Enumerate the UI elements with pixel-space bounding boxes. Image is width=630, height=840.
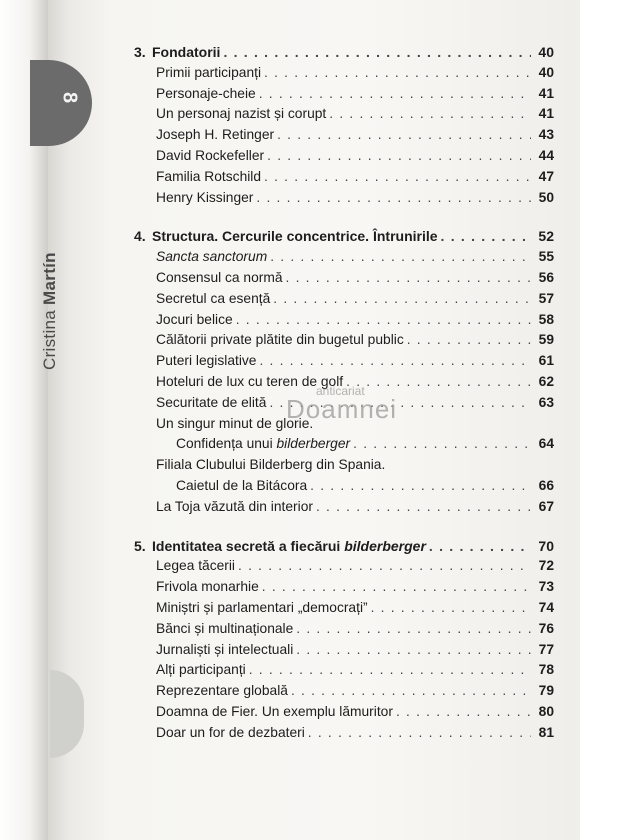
toc-chapter-4[interactable] (134, 228, 554, 249)
leader-dots (238, 558, 531, 573)
watermark-line1: anticariat (316, 384, 365, 398)
item-label: Jurnaliști și intelectuali (156, 641, 294, 657)
page-number: 64 (538, 436, 554, 452)
author-first-name: Cristina (40, 309, 59, 370)
item-label-italic: bilderberger (276, 436, 351, 452)
page-number: 52 (538, 228, 554, 245)
item-label (156, 249, 267, 264)
leader-dots (273, 291, 531, 306)
page-number: 44 (538, 147, 554, 163)
item-label: Legea tăcerii (156, 558, 236, 574)
item-label: Primii participanți (156, 64, 262, 80)
toc-item[interactable] (134, 127, 554, 148)
item-label: Doar un for de dezbateri (156, 724, 305, 740)
toc-item[interactable] (134, 332, 554, 353)
item-label: Filiala Clubului Bilderberg din Spania. (156, 457, 386, 473)
leader-dots (286, 270, 531, 285)
chapter-title: Structura. Cercurile concentrice. Întrunirile (152, 228, 438, 245)
toc-item[interactable] (134, 148, 554, 169)
chapter-title: Fondatorii (152, 44, 221, 60)
page-number: 76 (538, 620, 554, 636)
page-number: 73 (538, 579, 554, 595)
page-number: 57 (538, 290, 554, 306)
chapter-number: 5. (134, 537, 146, 554)
leader-dots (429, 538, 531, 554)
section-gap (134, 210, 554, 228)
page-number: 72 (538, 558, 554, 574)
leader-dots (264, 65, 531, 80)
page-number: 59 (538, 332, 554, 348)
toc-item[interactable] (134, 621, 554, 642)
page-number: 79 (538, 683, 554, 699)
item-label: David Rockefeller (156, 147, 265, 163)
page-number: 67 (538, 498, 554, 514)
leader-dots (396, 704, 531, 719)
chapter-number: 4. (134, 228, 146, 245)
page-number: 61 (538, 353, 554, 369)
leader-dots (329, 106, 531, 121)
page-number: 62 (538, 373, 554, 389)
item-label: Joseph H. Retinger (156, 127, 275, 143)
item-label: Personaje-cheie (156, 85, 256, 101)
item-label: Familia Rotschild (156, 168, 262, 184)
item-label: Frivola monarhie (156, 579, 259, 595)
leader-dots (270, 249, 531, 264)
leader-dots (236, 312, 531, 327)
leader-dots (259, 353, 531, 368)
leader-dots (249, 662, 531, 677)
page-number: 50 (538, 189, 554, 205)
watermark-line2: Doamnei (286, 394, 398, 424)
leader-dots (441, 228, 531, 244)
page-number: 40 (538, 44, 554, 60)
author-name (40, 252, 60, 370)
item-label: Secretul ca esență (156, 290, 271, 306)
item-label: Alți participanți (156, 662, 246, 678)
page-number: 81 (538, 724, 554, 740)
page-number: 56 (538, 269, 554, 285)
page-number: 43 (538, 127, 554, 143)
leader-dots (264, 169, 531, 184)
toc-item-line2[interactable] (134, 436, 554, 457)
page-number: 66 (538, 477, 554, 493)
page-number: 47 (538, 168, 554, 184)
toc-item[interactable] (134, 291, 554, 312)
item-label: Hoteluri de lux cu teren de golf (156, 373, 344, 389)
leader-dots (316, 499, 531, 514)
page-number: 70 (538, 537, 554, 554)
toc-item-line1[interactable] (134, 457, 554, 478)
leader-dots (371, 600, 531, 615)
toc-item[interactable] (134, 270, 554, 291)
toc-item[interactable] (134, 558, 554, 579)
leader-dots (308, 725, 531, 740)
toc-item-line2[interactable] (134, 478, 554, 499)
toc-item[interactable] (134, 86, 554, 107)
leader-dots (291, 683, 531, 698)
chapter-tab-number: 8 (58, 91, 81, 104)
leader-dots (353, 436, 531, 451)
leader-dots (407, 332, 531, 347)
toc-item[interactable] (134, 600, 554, 621)
page-number: 55 (538, 249, 554, 265)
toc-item[interactable] (134, 704, 554, 725)
item-label: Miniștri și parlamentari „democrați” (156, 599, 368, 615)
chapter-title (152, 538, 426, 554)
item-label: Reprezentare globală (156, 683, 288, 699)
leader-dots (262, 579, 531, 594)
item-label: Un personaj nazist și corupt (156, 106, 327, 122)
leader-dots (296, 621, 531, 636)
leader-dots (277, 127, 531, 142)
toc-item[interactable] (134, 190, 554, 211)
item-label-italic: Sancta sanctorum (156, 249, 268, 265)
toc-item[interactable] (134, 169, 554, 190)
toc-item[interactable] (134, 312, 554, 333)
leader-dots (223, 44, 531, 60)
chapter-number: 3. (134, 44, 146, 60)
item-label: Caietul de la Bitácora (176, 477, 308, 493)
item-label: La Toja văzută din interior (156, 498, 313, 514)
leader-dots (267, 148, 531, 163)
item-label-text: Confidența unui (176, 436, 277, 452)
page-number: 74 (538, 599, 554, 615)
page-number: 41 (538, 106, 554, 122)
item-label: Consensul ca normă (156, 269, 283, 285)
page-number: 58 (538, 311, 554, 327)
page-number: 78 (538, 662, 554, 678)
toc-item[interactable] (134, 642, 554, 663)
leader-dots (310, 478, 531, 493)
toc-item[interactable] (134, 499, 554, 520)
chapter-title-italic: bilderberger (344, 537, 426, 554)
leader-dots (296, 642, 531, 657)
toc-chapter-3[interactable] (134, 44, 554, 65)
toc-item[interactable] (134, 65, 554, 86)
toc-item[interactable] (134, 353, 554, 374)
toc-item[interactable] (134, 579, 554, 600)
item-label: Securitate de elită (156, 394, 267, 410)
leader-dots (259, 86, 531, 101)
item-label: Henry Kissinger (156, 189, 254, 205)
item-label: Doamna de Fier. Un exemplu lămuritor (156, 703, 393, 719)
toc-chapter-5[interactable] (134, 538, 554, 559)
item-label: Un singur minut de glorie. (156, 415, 314, 431)
leader-dots (256, 190, 531, 205)
item-label (176, 436, 350, 451)
toc-item[interactable] (134, 662, 554, 683)
page-margin (580, 0, 630, 840)
item-label: Bănci și multinaționale (156, 620, 294, 636)
page-number: 41 (538, 85, 554, 101)
toc-item[interactable] (134, 106, 554, 127)
item-label: Jocuri belice (156, 311, 233, 327)
page-number: 40 (538, 64, 554, 80)
toc-item[interactable] (134, 683, 554, 704)
watermark (286, 384, 397, 425)
toc-item[interactable] (134, 249, 554, 270)
page-number: 63 (538, 394, 554, 410)
section-gap (134, 520, 554, 538)
item-label: Călătorii private plătite din bugetul public (156, 332, 404, 348)
toc-item[interactable] (134, 725, 554, 746)
chapter-title-text: Identitatea secretă a fiecărui (152, 537, 345, 554)
page-number: 80 (538, 703, 554, 719)
author-last-name: Martín (40, 252, 59, 305)
item-label: Puteri legislative (156, 353, 257, 369)
page-number: 77 (538, 641, 554, 657)
